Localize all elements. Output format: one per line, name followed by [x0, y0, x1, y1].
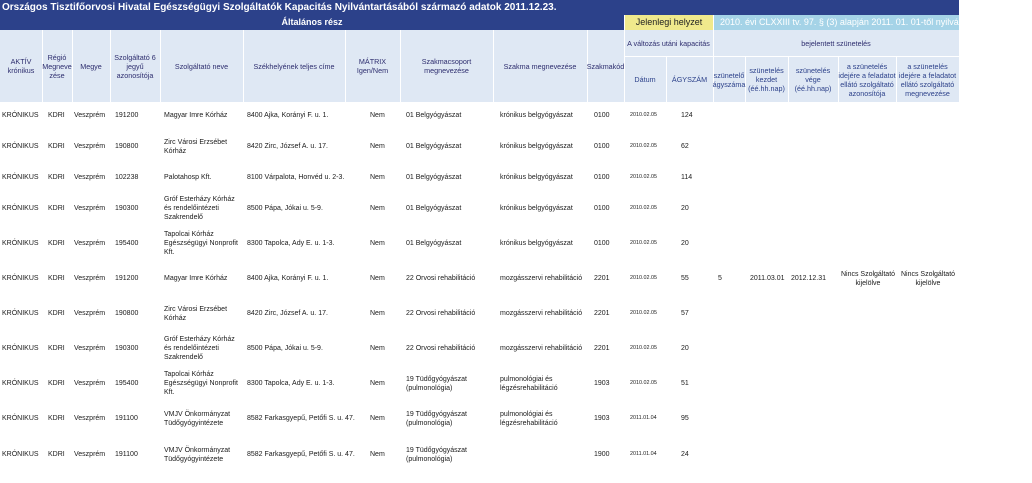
table-row: [0, 366, 959, 401]
header-datum: Dátum: [634, 75, 656, 84]
header-szakma: Szakma megnevezése: [503, 61, 577, 71]
cell-aktiv: KRÓNIKUS: [2, 380, 39, 387]
cell-kod: 0100: [594, 174, 610, 181]
cell-szakma: krónikus belgyógyászat: [500, 174, 573, 181]
cell-szun: [718, 436, 745, 473]
cell-megye: Veszprém: [74, 205, 106, 212]
cell-vege: [791, 401, 838, 436]
cell-agy: 114: [681, 174, 693, 181]
cell-csoport: 01 Belgyógyászat: [406, 174, 462, 181]
cell-datum: 2010.02.05: [630, 380, 657, 386]
cell-kezd: [750, 102, 788, 129]
cell-nev: Tapolcai Kórház Egészségügyi Nonprofit Kft.: [164, 231, 238, 256]
header-idejere-nev: a szünetelés idejére a feladatot ellátó szolgáltató megnevezése: [898, 61, 957, 98]
header-idejere-azon: a szünetelés idejére a feladatot ellátó szolgáltató azonosítója: [838, 61, 896, 98]
cell-fnev: [897, 226, 959, 261]
cell-regio: KDRI: [48, 205, 65, 212]
cell-aktiv: KRÓNIKUS: [2, 415, 39, 422]
cell-megye: Veszprém: [74, 174, 106, 181]
table-row: [0, 436, 959, 473]
cell-kod: 2201: [594, 345, 610, 352]
cell-regio: KDRI: [48, 174, 65, 181]
cell-regio: KDRI: [48, 345, 65, 352]
cell-matrix: Nem: [370, 451, 385, 458]
cell-kezd: 2011.03.01: [750, 275, 785, 282]
cell-azon: 191200: [115, 275, 139, 282]
cell-fnev: [897, 296, 959, 331]
report-title: Országos Tisztifőorvosi Hivatal Egészségügyi Szolgáltatók Kapacitás Nyilvántartásából származó adatok 2011.12.23.: [0, 0, 959, 15]
section-current: Jelenlegi helyzet: [624, 15, 713, 30]
cell-azon: 190800: [115, 143, 139, 150]
header-megye: Megye: [80, 61, 102, 71]
cell-cim: 8400 Ajka, Korányi F. u. 1.: [247, 112, 329, 119]
cell-agy: 95: [681, 415, 689, 422]
cell-azon: 191100: [115, 415, 138, 422]
cell-szun: [718, 401, 745, 436]
cell-cim: 8100 Várpalota, Honvéd u. 2-3.: [247, 174, 345, 181]
section-law: 2010. évi CLXXIII tv. 97. § (3) alapján 2011. 01. 01-től nyilvántartott szünetelés: [713, 15, 959, 30]
header-vege: szünetelés vége (éé.hh.nap): [794, 66, 832, 93]
cell-fazon: [840, 226, 896, 261]
cell-datum: 2011.01.04: [630, 451, 657, 457]
cell-cim: 8420 Zirc, József A. u. 17.: [247, 310, 328, 317]
cell-csoport: 22 Orvosi rehabilitáció: [406, 275, 476, 282]
cell-megye: Veszprém: [74, 275, 106, 282]
cell-vege: [791, 366, 838, 401]
cell-datum: 2010.02.05: [630, 240, 657, 246]
cell-agy: 55: [681, 275, 689, 282]
cell-agy: 124: [681, 112, 693, 119]
cell-cim: 8500 Pápa, Jókai u. 5-9.: [247, 205, 323, 212]
cell-szakma: mozgásszervi rehabilitáció: [500, 345, 583, 352]
cell-csoport: 19 Tüdőgyógyászat (pulmonológia): [406, 446, 467, 463]
header-szolgnev: Szolgáltató neve: [174, 61, 229, 71]
cell-nev: Magyar Imre Kórház: [164, 112, 228, 119]
cell-fazon: [840, 366, 896, 401]
cell-csoport: 22 Orvosi rehabilitáció: [406, 310, 476, 317]
cell-szun: [718, 296, 745, 331]
cell-megye: Veszprém: [74, 415, 106, 422]
header-szekhely: Székhelyének teljes címe: [253, 61, 335, 71]
cell-megye: Veszprém: [74, 310, 106, 317]
cell-nev: Tapolcai Kórház Egészségügyi Nonprofit Kft.: [164, 371, 238, 396]
cell-azon: 191100: [115, 451, 138, 458]
cell-aktiv: KRÓNIKUS: [2, 143, 39, 150]
cell-szun: [718, 366, 745, 401]
cell-megye: Veszprém: [74, 112, 106, 119]
cell-aktiv: KRÓNIKUS: [2, 174, 39, 181]
table-row: [0, 226, 959, 261]
cell-szun: [718, 102, 745, 129]
table-row: [0, 102, 959, 129]
cell-matrix: Nem: [370, 112, 385, 119]
cell-aktiv: KRÓNIKUS: [2, 345, 39, 352]
cell-matrix: Nem: [370, 275, 385, 282]
cell-cim: 8420 Zirc, József A. u. 17.: [247, 143, 328, 150]
cell-szun: [718, 226, 745, 261]
cell-szakma: krónikus belgyógyászat: [500, 240, 573, 247]
cell-nev: Zirc Városi Erzsébet Kórház: [164, 305, 228, 322]
cell-azon: 190800: [115, 310, 139, 317]
cell-aktiv: KRÓNIKUS: [2, 275, 39, 282]
cell-csoport: 01 Belgyógyászat: [406, 205, 462, 212]
table-row: [0, 129, 959, 164]
cell-datum: 2010.02.05: [630, 275, 657, 281]
cell-nev: Magyar Imre Kórház: [164, 275, 228, 282]
cell-fnev: [897, 331, 959, 366]
cell-fazon: Nincs Szolgáltató kijelölve: [840, 270, 896, 287]
cell-regio: KDRI: [48, 310, 65, 317]
cell-kod: 0100: [594, 112, 610, 119]
cell-nev: Gróf Esterházy Kórház és rendelőintézeti Szakrendelő: [164, 336, 235, 361]
cell-fnev: [897, 191, 959, 226]
table-row: [0, 401, 959, 436]
cell-cim: 8582 Farkasgyepű, Petőfi S. u. 47.: [247, 451, 355, 458]
cell-datum: 2010.02.05: [630, 345, 657, 351]
header-szunetelo: szünetelő ágyszáma: [712, 70, 746, 89]
cell-cim: 8500 Pápa, Jókai u. 5-9.: [247, 345, 323, 352]
cell-azon: 195400: [115, 240, 139, 247]
cell-nev: VMJV Önkormányzat Tüdőgyógyintézete: [164, 446, 231, 463]
cell-cim: 8300 Tapolca, Ady E. u. 1-3.: [247, 240, 335, 247]
cell-fazon: [840, 436, 896, 473]
table-row: [0, 296, 959, 331]
data-table: [0, 102, 959, 483]
cell-fnev: [897, 129, 959, 164]
header-bejelentett: bejelentett szünetelés: [801, 38, 871, 48]
cell-datum: 2011.01.04: [630, 415, 657, 421]
section-header-row: [0, 15, 1032, 30]
cell-fnev: [897, 436, 959, 473]
cell-kod: 0100: [594, 205, 610, 212]
cell-matrix: Nem: [370, 310, 385, 317]
cell-kod: 1903: [594, 415, 610, 422]
cell-fazon: [840, 102, 896, 129]
cell-fazon: [840, 164, 896, 191]
cell-szun: [718, 331, 745, 366]
cell-szakma: krónikus belgyógyászat: [500, 205, 573, 212]
cell-kezd: [750, 366, 788, 401]
cell-kod: 1900: [594, 451, 610, 458]
cell-kezd: [750, 191, 788, 226]
cell-szakma: [500, 436, 587, 473]
cell-vege: [791, 331, 838, 366]
cell-agy: 57: [681, 310, 689, 317]
cell-datum: 2010.02.05: [630, 143, 657, 149]
table-row: [0, 331, 959, 366]
cell-nev: Zirc Városi Erzsébet Kórház: [164, 138, 228, 155]
cell-azon: 190300: [115, 345, 139, 352]
cell-agy: 20: [681, 205, 689, 212]
cell-cim: 8300 Tapolca, Ady E. u. 1-3.: [247, 380, 335, 387]
cell-vege: [791, 164, 838, 191]
table-row: [0, 164, 959, 191]
cell-aktiv: KRÓNIKUS: [2, 310, 39, 317]
cell-datum: 2010.02.05: [630, 174, 657, 180]
cell-kezd: [750, 226, 788, 261]
cell-szakma: mozgásszervi rehabilitáció: [500, 275, 583, 282]
cell-cim: 8400 Ajka, Korányi F. u. 1.: [247, 275, 329, 282]
cell-regio: KDRI: [48, 240, 65, 247]
cell-regio: KDRI: [48, 143, 65, 150]
header-valtozas: A változás utáni kapacitás: [627, 38, 710, 48]
cell-vege: [791, 436, 838, 473]
cell-kezd: [750, 331, 788, 366]
cell-kod: 0100: [594, 240, 610, 247]
cell-regio: KDRI: [48, 380, 65, 387]
cell-fazon: [840, 331, 896, 366]
cell-szakma: pulmonológiai és légzésrehabilitáció: [500, 375, 558, 392]
cell-csoport: 22 Orvosi rehabilitáció: [406, 345, 476, 352]
cell-csoport: 19 Tüdőgyógyászat (pulmonológia): [406, 375, 467, 392]
section-general: Általános rész: [281, 17, 343, 27]
cell-regio: KDRI: [48, 451, 65, 458]
cell-datum: 2010.02.05: [630, 310, 657, 316]
cell-csoport: 19 Tüdőgyógyászat (pulmonológia): [406, 410, 467, 427]
cell-regio: KDRI: [48, 275, 65, 282]
header-szakmakod: Szakmakód: [586, 61, 625, 71]
header-aktiv: AKTÍV krónikus: [7, 57, 35, 75]
cell-azon: 102238: [115, 174, 139, 181]
cell-matrix: Nem: [370, 240, 385, 247]
cell-azon: 191200: [115, 112, 139, 119]
cell-agy: 24: [681, 451, 689, 458]
header-matrix: MÁTRIX Igen/Nem: [356, 57, 389, 75]
cell-kod: 2201: [594, 275, 610, 282]
cell-szakma: krónikus belgyógyászat: [500, 112, 573, 119]
cell-azon: 195400: [115, 380, 139, 387]
cell-csoport: 01 Belgyógyászat: [406, 143, 462, 150]
cell-matrix: Nem: [370, 174, 385, 181]
cell-kezd: [750, 129, 788, 164]
cell-kezd: [750, 401, 788, 436]
cell-fazon: [840, 401, 896, 436]
cell-megye: Veszprém: [74, 240, 106, 247]
cell-fnev: [897, 366, 959, 401]
cell-aktiv: KRÓNIKUS: [2, 205, 39, 212]
table-row: [0, 191, 959, 226]
cell-megye: Veszprém: [74, 451, 106, 458]
table-row: [0, 261, 959, 296]
cell-datum: 2010.02.05: [630, 112, 657, 118]
cell-agy: 20: [681, 345, 689, 352]
cell-vege: [791, 296, 838, 331]
cell-megye: Veszprém: [74, 380, 106, 387]
cell-szakma: krónikus belgyógyászat: [500, 143, 573, 150]
cell-kod: 0100: [594, 143, 610, 150]
cell-szun: [718, 129, 745, 164]
cell-nev: Gróf Esterházy Kórház és rendelőintézeti Szakrendelő: [164, 196, 235, 221]
cell-megye: Veszprém: [74, 345, 106, 352]
cell-megye: Veszprém: [74, 143, 106, 150]
cell-aktiv: KRÓNIKUS: [2, 240, 39, 247]
cell-agy: 51: [681, 380, 689, 387]
cell-matrix: Nem: [370, 415, 385, 422]
cell-nev: Palotahosp Kft.: [164, 174, 212, 181]
cell-fnev: [897, 164, 959, 191]
cell-azon: 190300: [115, 205, 139, 212]
cell-kezd: [750, 436, 788, 473]
cell-vege: [791, 102, 838, 129]
cell-csoport: 01 Belgyógyászat: [406, 112, 462, 119]
cell-matrix: Nem: [370, 345, 385, 352]
cell-kezd: [750, 164, 788, 191]
cell-fnev: Nincs Szolgáltató kijelölve: [900, 270, 956, 287]
cell-kod: 2201: [594, 310, 610, 317]
cell-matrix: Nem: [370, 205, 385, 212]
header-agyszam: ÁGYSZÁM: [671, 75, 708, 84]
cell-csoport: 01 Belgyógyászat: [406, 240, 462, 247]
cell-nev: VMJV Önkormányzat Tüdőgyógyintézete: [164, 410, 231, 427]
cell-szun: 5: [718, 275, 722, 282]
cell-regio: KDRI: [48, 415, 65, 422]
cell-szun: [718, 164, 745, 191]
cell-szakma: mozgásszervi rehabilitáció: [500, 310, 583, 317]
cell-matrix: Nem: [370, 143, 385, 150]
cell-kezd: [750, 296, 788, 331]
cell-matrix: Nem: [370, 380, 385, 387]
header-szolg6: Szolgáltató 6 jegyű azonosítója: [114, 52, 156, 80]
cell-vege: [791, 191, 838, 226]
cell-fnev: [897, 401, 959, 436]
cell-vege: [791, 226, 838, 261]
header-szakmacsoport: Szakmacsoport megnevezése: [421, 57, 472, 75]
cell-agy: 20: [681, 240, 689, 247]
cell-aktiv: KRÓNIKUS: [2, 451, 39, 458]
cell-fnev: [897, 102, 959, 129]
cell-regio: KDRI: [48, 112, 65, 119]
cell-fazon: [840, 296, 896, 331]
cell-aktiv: KRÓNIKUS: [2, 112, 39, 119]
header-kezdet: szünetelés kezdet (éé.hh.nap): [748, 66, 785, 93]
cell-vege: [791, 129, 838, 164]
cell-fazon: [840, 129, 896, 164]
cell-szun: [718, 191, 745, 226]
cell-kod: 1903: [594, 380, 610, 387]
cell-fazon: [840, 191, 896, 226]
header-regio: Régió Megneve zése: [42, 52, 72, 80]
cell-vege: 2012.12.31: [791, 275, 827, 282]
cell-datum: 2010.02.05: [630, 205, 657, 211]
cell-agy: 62: [681, 143, 689, 150]
cell-cim: 8582 Farkasgyepű, Petőfi S. u. 47.: [247, 415, 355, 422]
cell-szakma: pulmonológiai és légzésrehabilitáció: [500, 410, 558, 427]
